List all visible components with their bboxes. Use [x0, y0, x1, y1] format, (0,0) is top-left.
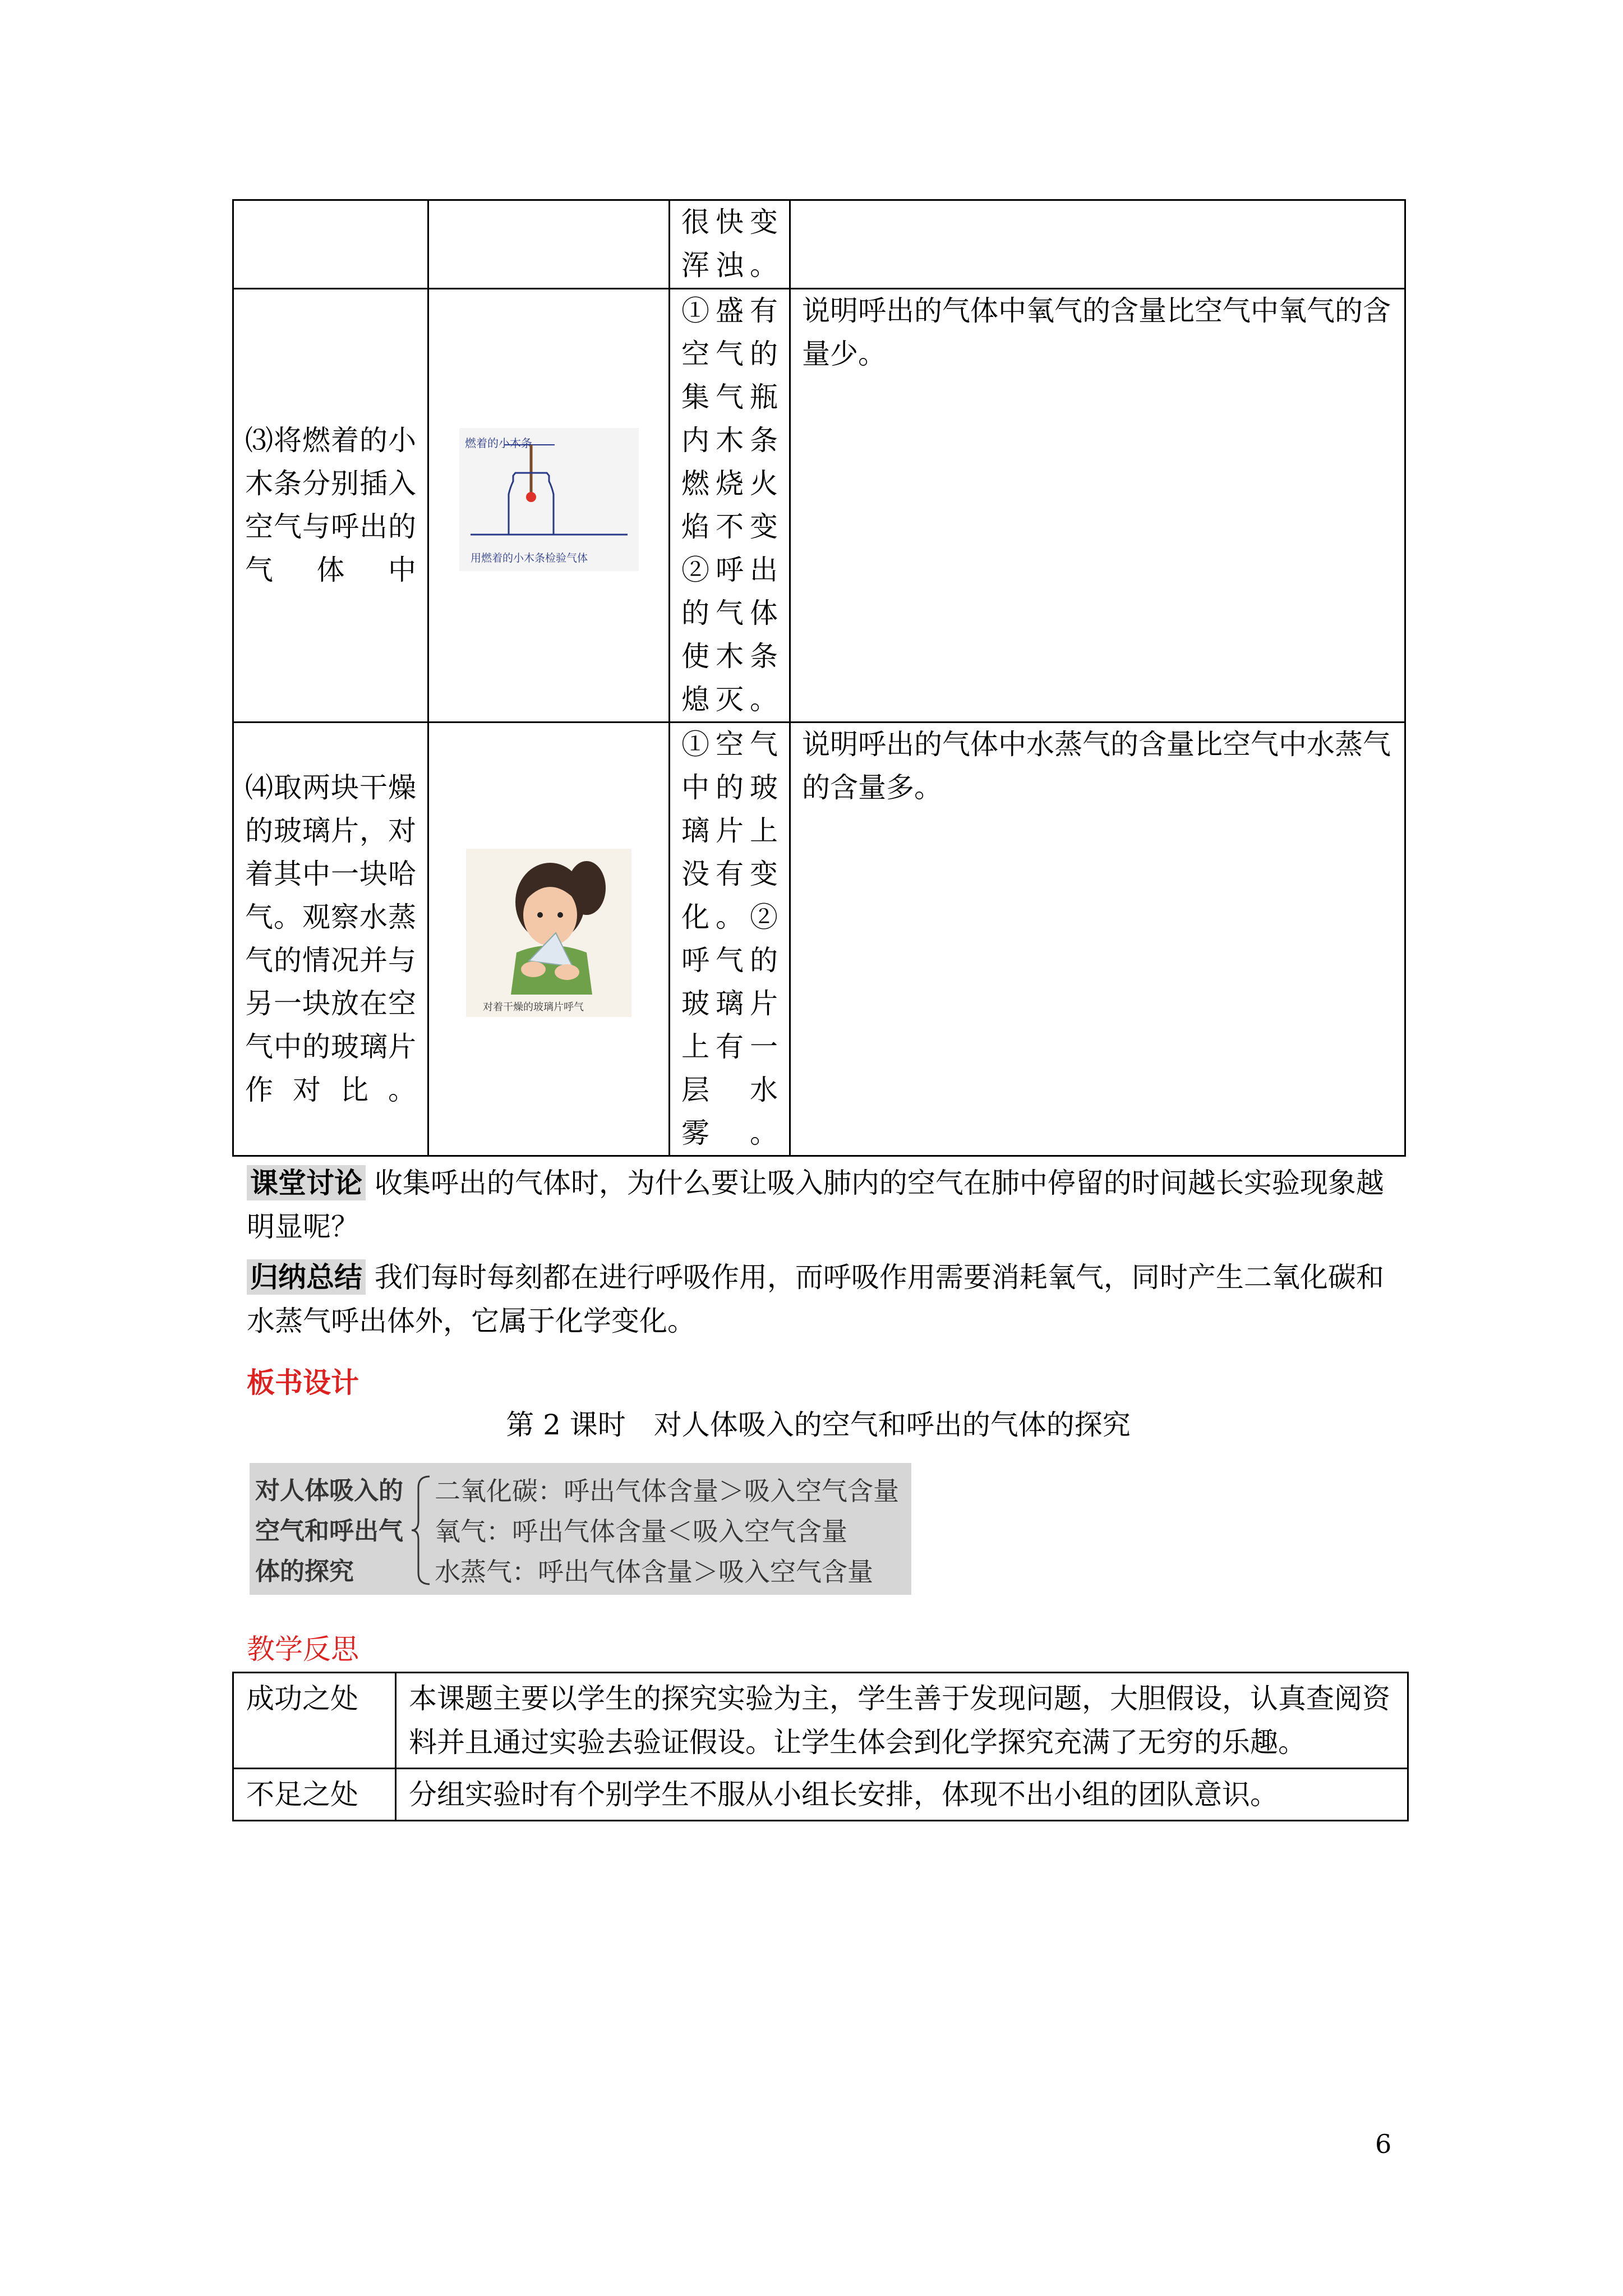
table-row: [233, 723, 1405, 1156]
figure-cell: [428, 200, 670, 289]
figure-cell: [428, 289, 670, 723]
summary-label: 归纳总结: [247, 1259, 366, 1295]
reflection-text-cell: 本课题主要以学生的探究实验为主，学生善于发现问题，大胆假设，认真查阅资料并且通过实验去验证假设。让学生体会到化学探究充满了无穷的乐趣。: [396, 1673, 1408, 1769]
board-lines: [435, 1471, 899, 1592]
conclusion-cell: [790, 200, 1405, 289]
discussion-paragraph: [247, 1161, 1402, 1249]
conclusion-cell: 说明呼出的气体中氧气的含量比空气中氧气的含量少。: [790, 289, 1405, 723]
board-title: 第 2 课时 对人体吸入的空气和呼出的气体的探究: [506, 1409, 1131, 1441]
reflection-label-cell: 成功之处: [233, 1673, 396, 1769]
board-design-heading: 板书设计: [247, 1366, 359, 1399]
girl-breathing-illustration: [466, 849, 631, 1017]
observation-cell: ①空气中的玻璃片上没有变化。②呼气的玻璃片上有一层水雾。: [670, 723, 790, 1156]
conclusion-cell: 说明呼出的气体中水蒸气的含量比空气中水蒸气的含量多。: [790, 723, 1405, 1156]
gas-jar-illustration: [459, 428, 639, 571]
table-row: [233, 1769, 1408, 1821]
figure-label: 燃着的小木条: [464, 436, 532, 450]
figure-cell: [428, 723, 670, 1156]
board-line: 二氧化碳：呼出气体含量＞吸入空气含量: [435, 1476, 899, 1506]
observation-cell: 很快变浑浊。: [670, 200, 790, 289]
burning-stick-figure: [459, 428, 639, 583]
board-left-label: 对人体吸入的空气和呼出气体的探究: [255, 1476, 403, 1586]
step-text: ⑶将燃着的小木条分别插入空气与呼出的气体中: [245, 424, 416, 586]
board-design-image: [250, 1463, 911, 1595]
table-row: [233, 200, 1405, 289]
observation-cell: ①盛有空气的集气瓶内木条燃烧火焰不变②呼出的气体使木条熄灭。: [670, 289, 790, 723]
figure-caption: 对着干燥的玻璃片呼气: [483, 1001, 584, 1013]
discussion-text: 收集呼出的气体时，为什么要让吸入肺内的空气在肺中停留的时间越长实验现象越明显呢？: [247, 1167, 1384, 1243]
step-cell: [233, 723, 428, 1156]
brace-icon: [409, 1474, 432, 1586]
discussion-label: 课堂讨论: [247, 1165, 366, 1200]
board-line: 氧气：呼出气体含量＜吸入空气含量: [435, 1516, 847, 1547]
page-number: 6: [1375, 2129, 1392, 2159]
reflection-text-cell: 分组实验时有个别学生不服从小组长安排，体现不出小组的团队意识。: [396, 1769, 1408, 1821]
figure-caption: 用燃着的小木条检验气体: [470, 551, 588, 564]
table-row: [233, 1673, 1408, 1769]
step-text: ⑷取两块干燥的玻璃片，对着其中一块哈气。观察水蒸气的情况并与另一块放在空气中的玻璃片作对比。: [245, 771, 416, 1106]
step-cell: [233, 289, 428, 723]
table-row: [233, 289, 1405, 723]
reflection-table: [232, 1672, 1409, 1821]
experiment-table: [232, 199, 1406, 1157]
reflection-heading: 教学反思: [247, 1633, 359, 1665]
summary-text: 我们每时每刻都在进行呼吸作用，而呼吸作用需要消耗氧气，同时产生二氧化碳和水蒸气呼出体外，它属于化学变化。: [247, 1261, 1384, 1337]
step-cell: [233, 200, 428, 289]
board-line: 水蒸气：呼出气体含量＞吸入空气含量: [435, 1557, 873, 1587]
summary-paragraph: [247, 1255, 1402, 1343]
reflection-label-cell: 不足之处: [233, 1769, 396, 1821]
girl-breathing-figure: [466, 849, 631, 1029]
